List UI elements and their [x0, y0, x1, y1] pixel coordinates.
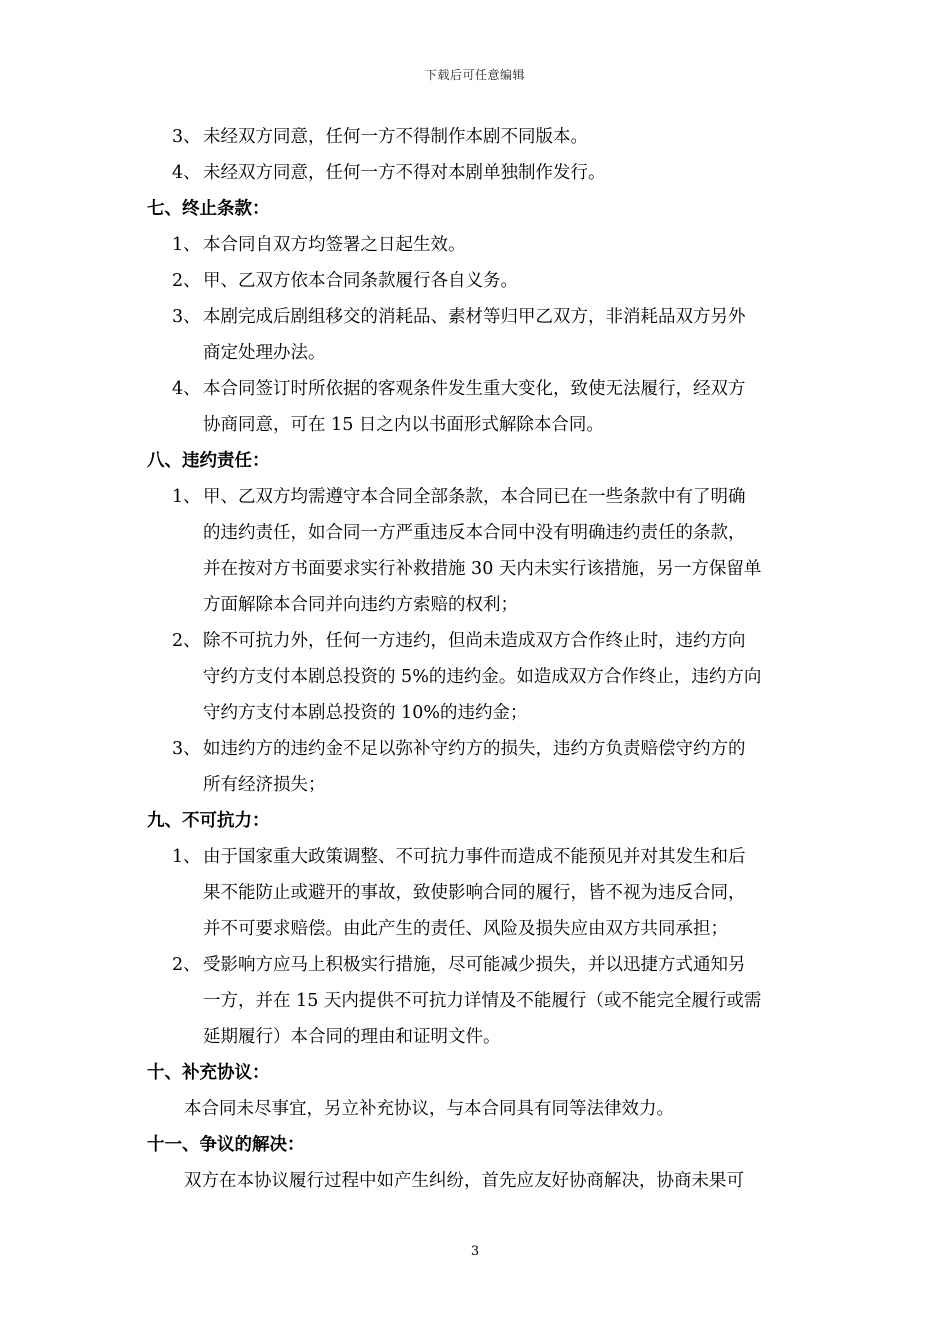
- section-heading: 七、终止条款：: [147, 199, 270, 219]
- numbered-item: [0, 227, 950, 263]
- body-paragraph: 本合同未尽事宜，另立补充协议，与本合同具有同等法律效力。: [184, 1099, 674, 1119]
- document-body: [0, 119, 950, 1199]
- item-text-line: 未经双方同意，任何一方不得对本剧单独制作发行。: [203, 163, 606, 183]
- numbered-item: [0, 371, 950, 443]
- item-text-line: 守约方支付本剧总投资的 5%的违约金。如造成双方合作终止，违约方向: [203, 667, 762, 687]
- numbered-item: [0, 731, 950, 803]
- item-text-line: 延期履行）本合同的理由和证明文件。: [203, 1027, 501, 1047]
- item-number: 1、: [172, 487, 201, 507]
- section-heading: 九、不可抗力：: [147, 811, 270, 831]
- item-text-line: 受影响方应马上积极实行措施，尽可能减少损失，并以迅捷方式通知另: [203, 955, 746, 975]
- item-text-line: 甲、乙双方依本合同条款履行各自义务。: [203, 271, 518, 291]
- item-text-line: 商定处理办法。: [203, 343, 326, 363]
- numbered-item: [0, 119, 950, 155]
- section-heading: 十、补充协议：: [147, 1063, 270, 1083]
- item-number: 2、: [172, 271, 201, 291]
- item-number: 3、: [172, 127, 201, 147]
- item-text-line: 本合同签订时所依据的客观条件发生重大变化，致使无法履行，经双方: [203, 379, 746, 399]
- item-text-line: 果不能防止或避开的事故，致使影响合同的履行，皆不视为违反合同，: [203, 883, 746, 903]
- numbered-item: [0, 155, 950, 191]
- item-text-line: 的违约责任，如合同一方严重违反本合同中没有明确违约责任的条款，: [203, 523, 746, 543]
- item-text-line: 本剧完成后剧组移交的消耗品、素材等归甲乙双方，非消耗品双方另外: [203, 307, 746, 327]
- item-number: 2、: [172, 631, 201, 651]
- section-heading: 八、违约责任：: [147, 451, 270, 471]
- item-text-line: 如违约方的违约金不足以弥补守约方的损失，违约方负责赔偿守约方的: [203, 739, 746, 759]
- numbered-item: [0, 839, 950, 947]
- section-heading: 十一、争议的解决：: [147, 1135, 305, 1155]
- page-number: 3: [470, 1244, 480, 1259]
- item-text-line: 并不可要求赔偿。由此产生的责任、风险及损失应由双方共同承担；: [203, 919, 728, 939]
- item-number: 4、: [172, 163, 201, 183]
- item-number: 4、: [172, 379, 201, 399]
- item-number: 3、: [172, 739, 201, 759]
- item-text-line: 由于国家重大政策调整、不可抗力事件而造成不能预见并对其发生和后: [203, 847, 746, 867]
- body-paragraph: 双方在本协议履行过程中如产生纠纷，首先应友好协商解决，协商未果可: [184, 1171, 744, 1191]
- numbered-item: [0, 299, 950, 371]
- item-text-line: 未经双方同意，任何一方不得制作本剧不同版本。: [203, 127, 588, 147]
- item-text-line: 甲、乙双方均需遵守本合同全部条款，本合同已在一些条款中有了明确: [203, 487, 746, 507]
- numbered-item: [0, 947, 950, 1055]
- item-number: 1、: [172, 235, 201, 255]
- item-text-line: 除不可抗力外，任何一方违约，但尚未造成双方合作终止时，违约方向: [203, 631, 746, 651]
- numbered-item: [0, 479, 950, 623]
- numbered-item: [0, 263, 950, 299]
- item-text-line: 方面解除本合同并向违约方索赔的权利；: [203, 595, 518, 615]
- page-header: 下载后可任意编辑: [424, 68, 525, 82]
- item-text-line: 本合同自双方均签署之日起生效。: [203, 235, 466, 255]
- item-text-line: 守约方支付本剧总投资的 10%的违约金；: [203, 703, 528, 723]
- item-number: 1、: [172, 847, 201, 867]
- item-number: 2、: [172, 955, 201, 975]
- item-text-line: 协商同意，可在 15 日之内以书面形式解除本合同。: [203, 415, 604, 435]
- item-text-line: 并在按对方书面要求实行补救措施 30 天内未实行该措施，另一方保留单: [203, 559, 762, 579]
- item-number: 3、: [172, 307, 201, 327]
- item-text-line: 所有经济损失；: [203, 775, 326, 795]
- numbered-item: [0, 623, 950, 731]
- item-text-line: 一方，并在 15 天内提供不可抗力详情及不能履行（或不能完全履行或需: [203, 991, 762, 1011]
